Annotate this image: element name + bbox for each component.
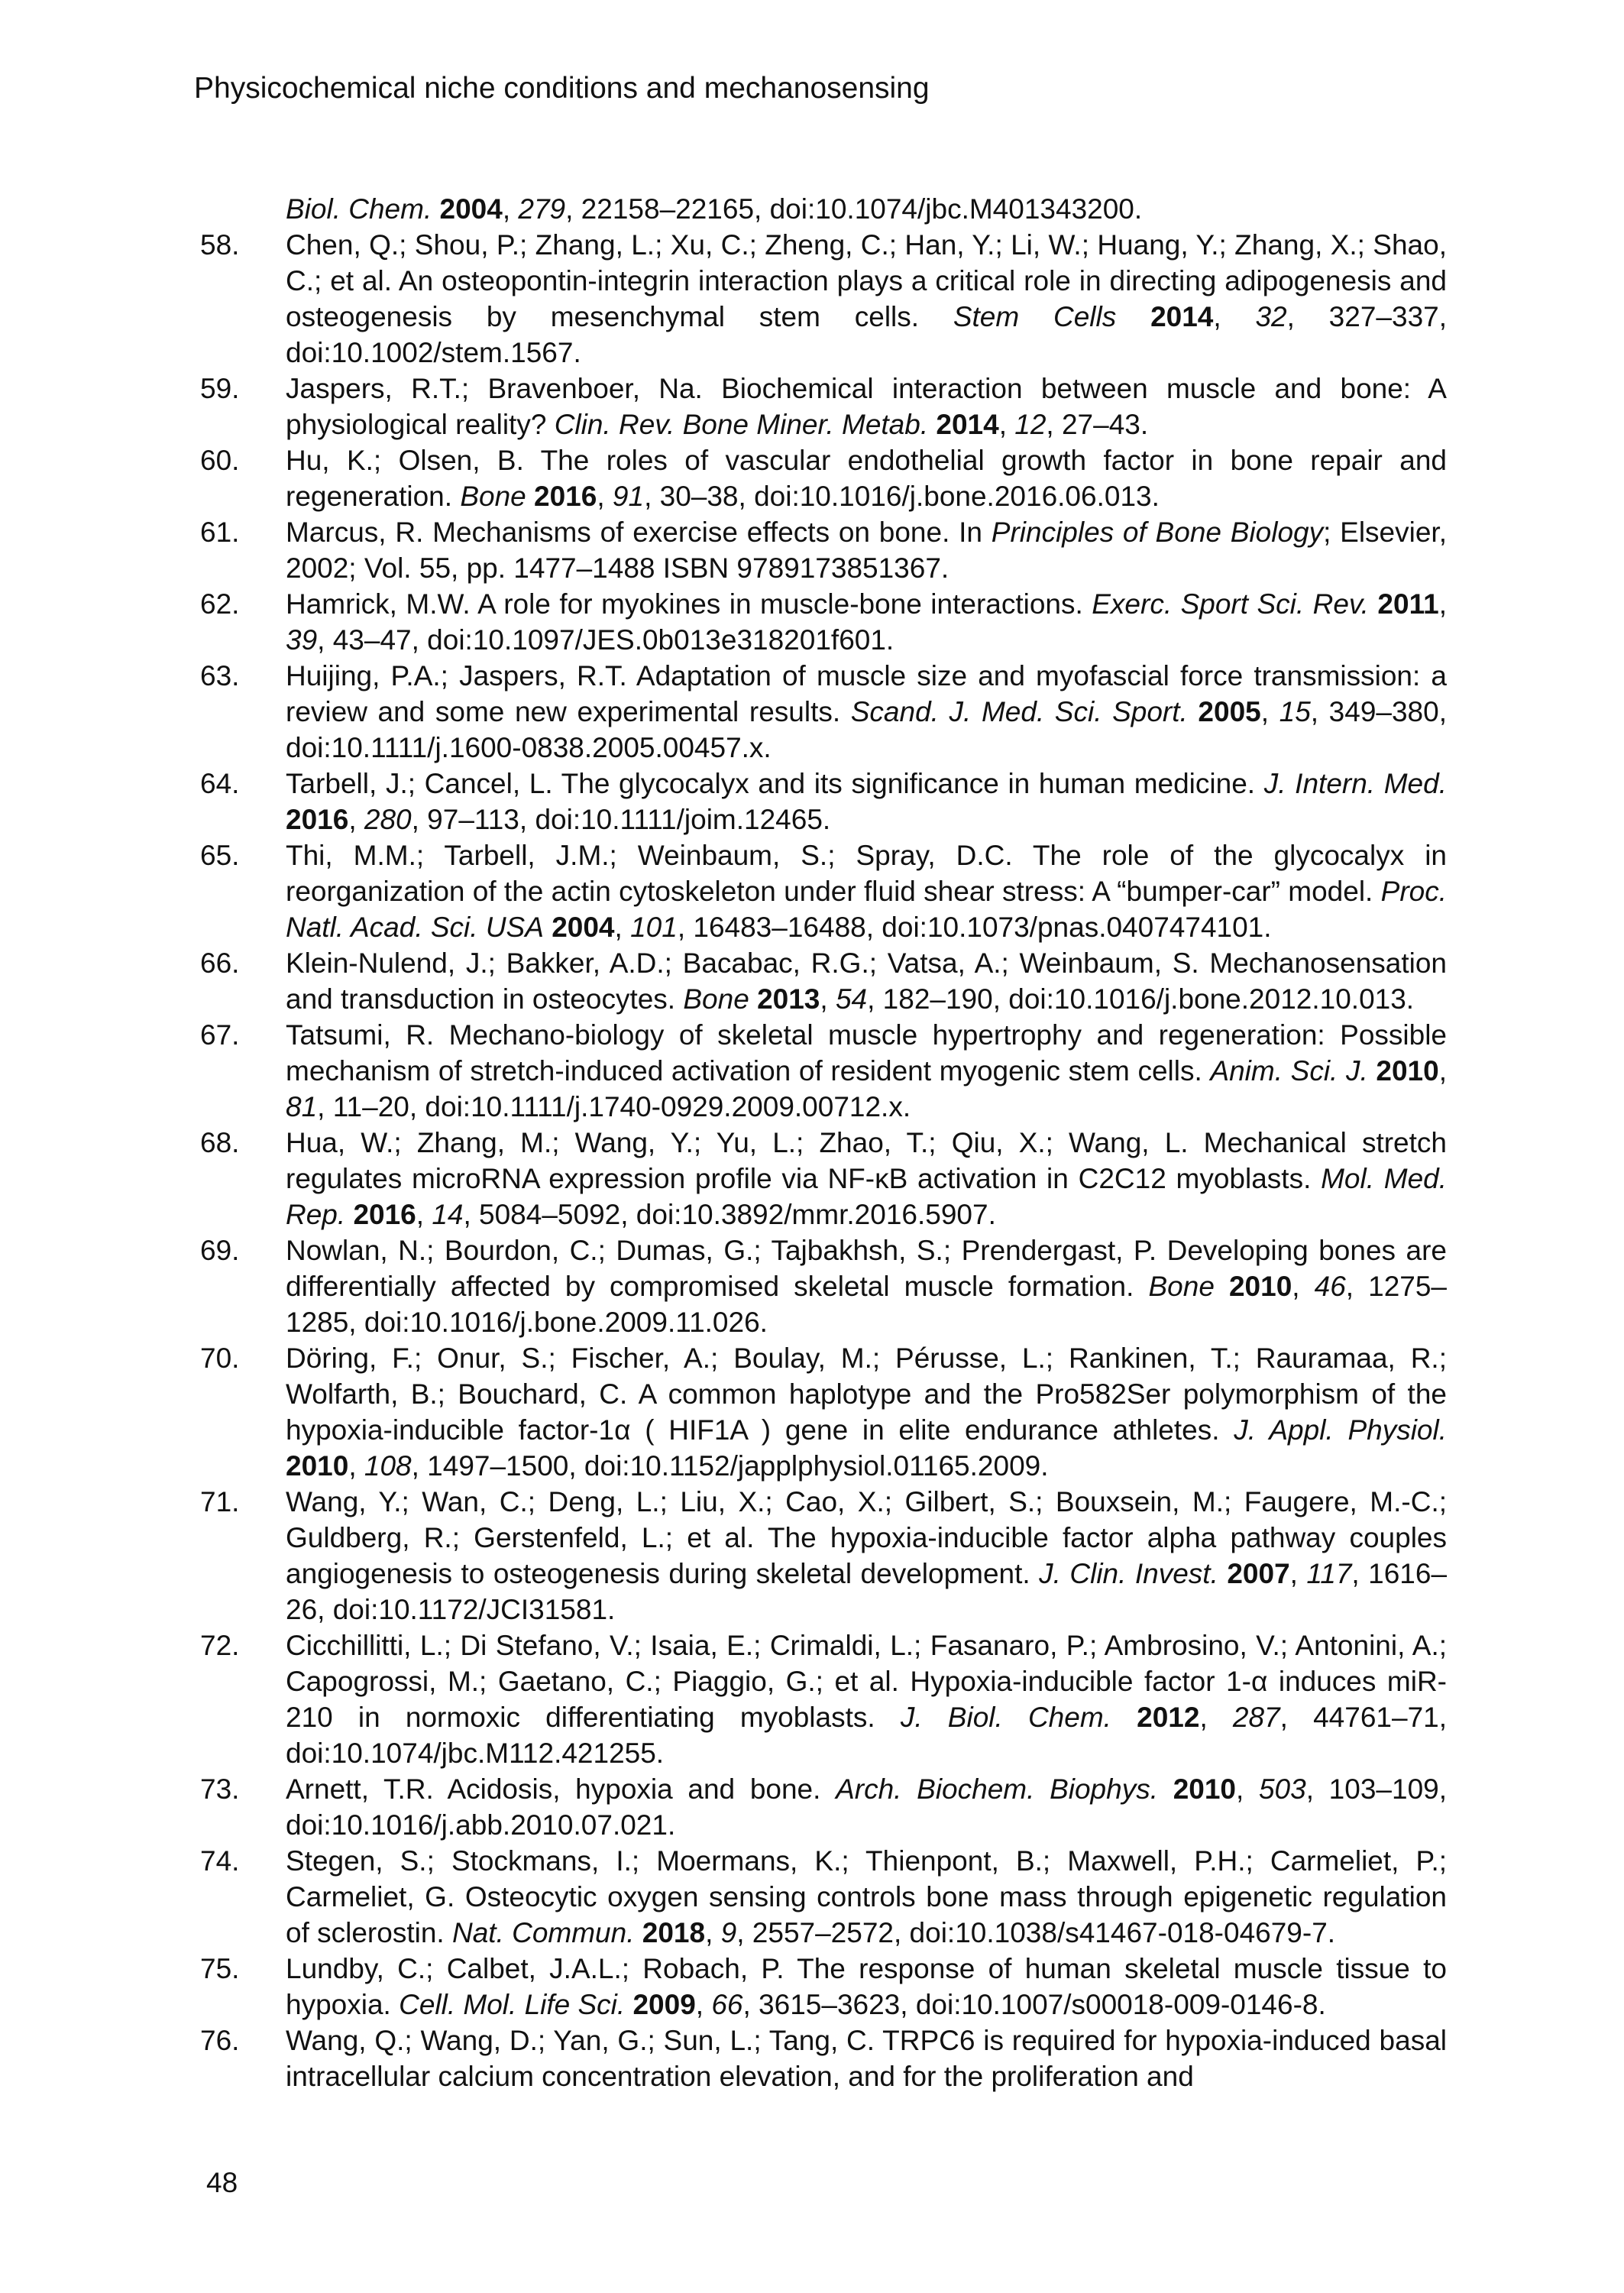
reference-segment xyxy=(1158,1773,1173,1805)
reference-segment: Arnett, T.R. Acidosis, hypoxia and bone. xyxy=(286,1773,836,1805)
reference-segment: , 16483–16488, doi:10.1073/pnas.0407474101. xyxy=(677,912,1272,943)
reference-italic-segment: 14 xyxy=(432,1199,464,1230)
reference-text xyxy=(286,371,1447,442)
reference-segment: Wang, Q.; Wang, D.; Yan, G.; Sun, L.; Tang, C. TRPC6 is required for hypoxia-induced basal intracellular calcium concentration elevation, and for the proliferation and xyxy=(286,2025,1447,2092)
reference-segment: , 5084–5092, doi:10.3892/mmr.2016.5907. xyxy=(463,1199,996,1230)
reference-segment: , 1497–1500, doi:10.1152/japplphysiol.01165.2009. xyxy=(411,1450,1049,1482)
reference-segment xyxy=(432,193,439,225)
reference-segment: Stegen, S.; Stockmans, I.; Moermans, K.; Thienpont, B.; Maxwell, P.H.; Carmeliet, P.; Carmeliet, G. Osteocytic oxygen sensing controls bone mass through epigenetic regulation of sclerostin. xyxy=(286,1845,1447,1948)
reference-segment: Lundby, C.; Calbet, J.A.L.; Robach, P. The response of human skeletal muscle tissue to hypoxia. xyxy=(286,1953,1447,2020)
page-number: 48 xyxy=(206,2167,238,2198)
reference-segment xyxy=(625,1989,632,2020)
reference-segment xyxy=(928,409,936,440)
reference-number: 71. xyxy=(200,1486,240,1517)
reference-italic-segment: 32 xyxy=(1255,301,1287,332)
reference-italic-segment: 117 xyxy=(1306,1558,1352,1589)
reference-segment: , 349–380, doi:10.1111/j.1600-0838.2005.00457.x. xyxy=(286,696,1447,763)
reference-segment: , xyxy=(705,1917,721,1948)
reference-segment: Tatsumi, R. Mechano-biology of skeletal muscle hypertrophy and regeneration: Possible mechanism of stretch-induced activation of resident myogenic stem cells. xyxy=(286,1019,1447,1087)
reference-number: 63. xyxy=(200,660,240,691)
reference-item xyxy=(200,1232,1447,1340)
reference-segment: , xyxy=(998,409,1015,440)
reference-segment xyxy=(526,481,534,512)
reference-italic-segment: Exerc. Sport Sci. Rev. xyxy=(1092,588,1369,620)
reference-item xyxy=(200,1340,1447,1484)
reference-year: 2014 xyxy=(1150,301,1214,332)
reference-segment: Chen, Q.; Shou, P.; Zhang, L.; Xu, C.; Zheng, C.; Han, Y.; Li, W.; Huang, Y.; Zhang, X.; Shao, C.; et al. An osteopontin-integrin interaction plays a critical role in directing adipogenesis and osteogenesis by mesenchymal stem cells. xyxy=(286,229,1447,332)
reference-segment xyxy=(1116,301,1150,332)
reference-number: 75. xyxy=(200,1953,240,1984)
reference-segment xyxy=(1218,1558,1227,1589)
reference-segment: , 1616–26, doi:10.1172/JCI31581. xyxy=(286,1558,1448,1625)
reference-item xyxy=(200,837,1447,945)
reference-segment: , 103–109, doi:10.1016/j.abb.2010.07.021. xyxy=(286,1773,1448,1841)
reference-segment: , xyxy=(1438,1055,1447,1087)
reference-segment: , 182–190, doi:10.1016/j.bone.2012.10.013. xyxy=(867,983,1415,1015)
reference-segment: , xyxy=(1438,588,1447,620)
reference-segment: , 3615–3623, doi:10.1007/s00018-009-0146-8. xyxy=(742,1989,1326,2020)
reference-number: 73. xyxy=(200,1773,240,1805)
reference-number: 59. xyxy=(200,373,240,404)
reference-segment: , xyxy=(348,804,364,835)
reference-year: 2004 xyxy=(552,912,615,943)
reference-segment: Marcus, R. Mechanisms of exercise effects on bone. In xyxy=(286,517,992,548)
reference-year: 2018 xyxy=(642,1917,706,1948)
reference-item xyxy=(200,442,1447,514)
reference-segment xyxy=(1368,1055,1377,1087)
reference-segment: Döring, F.; Onur, S.; Fischer, A.; Boulay, M.; Pérusse, L.; Rankinen, T.; Rauramaa, R.; Wolfarth, B.; Bouchard, C. A common haplotype and the Pro582Ser polymorphism of the hypoxia-inducible factor-1α ( HIF1A ) gene in elite endurance athletes. xyxy=(286,1342,1447,1446)
reference-segment: Huijing, P.A.; Jaspers, R.T. Adaptation of muscle size and myofascial force transmission: a review and some new experimental results. xyxy=(286,660,1447,727)
reference-year: 2011 xyxy=(1377,588,1439,620)
reference-segment: Nowlan, N.; Bourdon, C.; Dumas, G.; Tajbakhsh, S.; Prendergast, P. Developing bones are differentially affected by compromised skeletal muscle formation. xyxy=(286,1235,1447,1302)
reference-number: 62. xyxy=(200,588,240,620)
reference-text xyxy=(286,1484,1447,1627)
reference-year: 2004 xyxy=(439,193,503,225)
reference-item xyxy=(200,586,1447,658)
reference-segment: , xyxy=(597,481,613,512)
reference-year: 2010 xyxy=(286,1450,349,1482)
reference-segment xyxy=(1215,1271,1229,1302)
reference-text xyxy=(286,191,1447,227)
reference-segment: Hamrick, M.W. A role for myokines in muscle-bone interactions. xyxy=(286,588,1092,620)
reference-segment: Klein-Nulend, J.; Bakker, A.D.; Bacabac, R.G.; Vatsa, A.; Weinbaum, S. Mechanosensation and transduction in osteocytes. xyxy=(286,947,1447,1015)
reference-segment xyxy=(749,983,757,1015)
reference-italic-segment: 108 xyxy=(364,1450,412,1482)
reference-segment: Thi, M.M.; Tarbell, J.M.; Weinbaum, S.; Spray, D.C. The role of the glycocalyx in reorganization of the actin cytoskeleton under fluid shear stress: A “bumper-car” model. xyxy=(286,840,1447,907)
reference-text xyxy=(286,837,1447,945)
reference-text xyxy=(286,658,1447,766)
reference-italic-segment: 280 xyxy=(364,804,412,835)
reference-italic-segment: J. Intern. Med. xyxy=(1263,768,1447,799)
reference-italic-segment: J. Clin. Invest. xyxy=(1039,1558,1218,1589)
reference-italic-segment: 287 xyxy=(1232,1702,1280,1733)
reference-number: 58. xyxy=(200,229,240,261)
reference-list xyxy=(200,191,1447,2094)
reference-italic-segment: 39 xyxy=(286,624,318,656)
reference-italic-segment: J. Biol. Chem. xyxy=(900,1702,1111,1733)
reference-italic-segment: Principles of Bone Biology xyxy=(991,517,1324,548)
reference-item xyxy=(200,1951,1447,2023)
reference-italic-segment: 81 xyxy=(286,1091,318,1122)
reference-item xyxy=(200,1843,1447,1951)
reference-italic-segment: Bone xyxy=(1148,1271,1215,1302)
reference-item xyxy=(200,945,1447,1017)
reference-text xyxy=(286,1627,1447,1771)
reference-italic-segment: Clin. Rev. Bone Miner. Metab. xyxy=(554,409,929,440)
reference-text xyxy=(286,945,1447,1017)
reference-year: 2005 xyxy=(1198,696,1261,727)
reference-segment: , 2557–2572, doi:10.1038/s41467-018-04679-7. xyxy=(736,1917,1336,1948)
reference-number: 72. xyxy=(200,1630,240,1661)
reference-segment xyxy=(1111,1702,1137,1733)
reference-segment xyxy=(345,1199,353,1230)
reference-italic-segment: 46 xyxy=(1314,1271,1346,1302)
reference-segment: ; Elsevier, 2002; Vol. 55, pp. 1477–1488 ISBN 9789173851367. xyxy=(286,517,1447,584)
reference-italic-segment: Bone xyxy=(460,481,526,512)
reference-italic-segment: Stem Cells xyxy=(953,301,1117,332)
reference-item xyxy=(200,514,1447,586)
reference-item xyxy=(200,1771,1447,1843)
reference-item xyxy=(200,191,1447,227)
reference-segment: , 44761–71, doi:10.1074/jbc.M112.421255. xyxy=(286,1702,1448,1769)
reference-number: 67. xyxy=(200,1019,240,1051)
reference-item xyxy=(200,1484,1447,1627)
reference-text xyxy=(286,1843,1447,1951)
reference-segment: , 30–38, doi:10.1016/j.bone.2016.06.013. xyxy=(644,481,1160,512)
reference-italic-segment: Mol. Med. Rep. xyxy=(286,1163,1448,1230)
reference-italic-segment: 9 xyxy=(720,1917,737,1948)
reference-text xyxy=(286,442,1447,514)
reference-segment: , 27–43. xyxy=(1046,409,1149,440)
reference-segment xyxy=(1188,696,1199,727)
reference-segment: Hua, W.; Zhang, M.; Wang, Y.; Yu, L.; Zhao, T.; Qiu, X.; Wang, L. Mechanical stretch regulates microRNA expression profile via NF-κB activation in C2C12 myoblasts. xyxy=(286,1127,1447,1194)
reference-text xyxy=(286,1017,1447,1125)
reference-item xyxy=(200,1017,1447,1125)
reference-item xyxy=(200,2023,1447,2094)
reference-year: 2010 xyxy=(1228,1271,1292,1302)
reference-year: 2016 xyxy=(353,1199,416,1230)
reference-italic-segment: 503 xyxy=(1258,1773,1306,1805)
reference-item xyxy=(200,658,1447,766)
reference-italic-segment: 279 xyxy=(518,193,566,225)
reference-italic-segment: Proc. Natl. Acad. Sci. USA xyxy=(286,876,1447,943)
reference-segment: Tarbell, J.; Cancel, L. The glycocalyx and its significance in human medicine. xyxy=(286,768,1264,799)
reference-segment xyxy=(1369,588,1377,620)
reference-segment: , xyxy=(416,1199,432,1230)
reference-text xyxy=(286,2023,1447,2094)
reference-item xyxy=(200,1627,1447,1771)
reference-italic-segment: Anim. Sci. J. xyxy=(1210,1055,1368,1087)
reference-italic-segment: Scand. J. Med. Sci. Sport. xyxy=(850,696,1188,727)
reference-segment: , xyxy=(1199,1702,1233,1733)
reference-italic-segment: 12 xyxy=(1014,409,1047,440)
reference-segment: Wang, Y.; Wan, C.; Deng, L.; Liu, X.; Cao, X.; Gilbert, S.; Bouxsein, M.; Faugere, M.-C.; Guldberg, R.; Gerstenfeld, L.; et al. The hypoxia-inducible factor alpha pathway couples angiogenesis to osteogenesis during skeletal development. xyxy=(286,1486,1447,1589)
reference-segment: , xyxy=(1289,1558,1307,1589)
reference-segment: , xyxy=(614,912,631,943)
reference-item xyxy=(200,371,1447,442)
reference-segment: , 11–20, doi:10.1111/j.1740-0929.2009.00712.x. xyxy=(317,1091,911,1122)
reference-text xyxy=(286,514,1447,586)
reference-text xyxy=(286,766,1447,837)
reference-segment xyxy=(544,912,552,943)
reference-segment: , 22158–22165, doi:10.1074/jbc.M401343200. xyxy=(565,193,1143,225)
reference-number: 65. xyxy=(200,840,240,871)
reference-year: 2016 xyxy=(286,804,349,835)
reference-year: 2010 xyxy=(1173,1773,1237,1805)
reference-segment: Jaspers, R.T.; Bravenboer, Na. Biochemical interaction between muscle and bone: A physiological reality? xyxy=(286,373,1447,440)
reference-italic-segment: Nat. Commun. xyxy=(451,1917,635,1948)
reference-number: 76. xyxy=(200,2025,240,2056)
reference-italic-segment: Bone xyxy=(683,983,749,1015)
reference-text xyxy=(286,1125,1447,1232)
reference-segment: , 43–47, doi:10.1097/JES.0b013e318201f601. xyxy=(317,624,894,656)
reference-italic-segment: Cell. Mol. Life Sci. xyxy=(399,1989,626,2020)
reference-segment: , xyxy=(1236,1773,1259,1805)
reference-text xyxy=(286,586,1447,658)
reference-italic-segment: 66 xyxy=(711,1989,743,2020)
reference-segment: , 97–113, doi:10.1111/joim.12465. xyxy=(411,804,831,835)
reference-year: 2014 xyxy=(936,409,999,440)
reference-number: 70. xyxy=(200,1342,240,1374)
reference-number: 68. xyxy=(200,1127,240,1158)
reference-segment: , xyxy=(502,193,519,225)
reference-italic-segment: Arch. Biochem. Biophys. xyxy=(836,1773,1158,1805)
reference-item xyxy=(200,1125,1447,1232)
reference-segment: , xyxy=(695,1989,712,2020)
reference-segment xyxy=(635,1917,642,1948)
reference-segment: , xyxy=(1213,301,1256,332)
reference-number: 61. xyxy=(200,517,240,548)
reference-italic-segment: 91 xyxy=(612,481,645,512)
reference-segment: Hu, K.; Olsen, B. The roles of vascular endothelial growth factor in bone repair and regeneration. xyxy=(286,445,1447,512)
reference-text xyxy=(286,227,1447,371)
reference-number: 69. xyxy=(200,1235,240,1266)
reference-number: 66. xyxy=(200,947,240,979)
reference-text xyxy=(286,1232,1447,1340)
reference-year: 2010 xyxy=(1376,1055,1439,1087)
reference-year: 2016 xyxy=(534,481,597,512)
reference-italic-segment: 101 xyxy=(630,912,678,943)
reference-segment: , 327–337, doi:10.1002/stem.1567. xyxy=(286,301,1448,368)
reference-text xyxy=(286,1340,1447,1484)
reference-segment: , xyxy=(1260,696,1279,727)
reference-segment: , xyxy=(1292,1271,1315,1302)
reference-year: 2007 xyxy=(1227,1558,1290,1589)
reference-item xyxy=(200,227,1447,371)
reference-item xyxy=(200,766,1447,837)
reference-text xyxy=(286,1771,1447,1843)
reference-year: 2012 xyxy=(1137,1702,1200,1733)
reference-segment: , xyxy=(820,983,836,1015)
reference-year: 2009 xyxy=(632,1989,696,2020)
reference-segment: Cicchillitti, L.; Di Stefano, V.; Isaia, E.; Crimaldi, L.; Fasanaro, P.; Ambrosino, V.; Antonini, A.; Capogrossi, M.; Gaetano, C.; Piaggio, G.; et al. Hypoxia-inducible factor 1-α induces miR-210 in normoxic differentiating myoblasts. xyxy=(286,1630,1447,1733)
reference-italic-segment: 15 xyxy=(1279,696,1311,727)
reference-italic-segment: 54 xyxy=(835,983,868,1015)
reference-number: 74. xyxy=(200,1845,240,1877)
reference-number: 60. xyxy=(200,445,240,476)
reference-italic-segment: J. Appl. Physiol. xyxy=(1234,1414,1447,1446)
reference-number: 64. xyxy=(200,768,240,799)
reference-segment: , 1275–1285, doi:10.1016/j.bone.2009.11.026. xyxy=(286,1271,1448,1338)
reference-year: 2013 xyxy=(757,983,820,1015)
reference-italic-segment: Biol. Chem. xyxy=(286,193,432,225)
running-header: Physicochemical niche conditions and mechanosensing xyxy=(194,72,930,105)
reference-text xyxy=(286,1951,1447,2023)
reference-segment: , xyxy=(348,1450,364,1482)
